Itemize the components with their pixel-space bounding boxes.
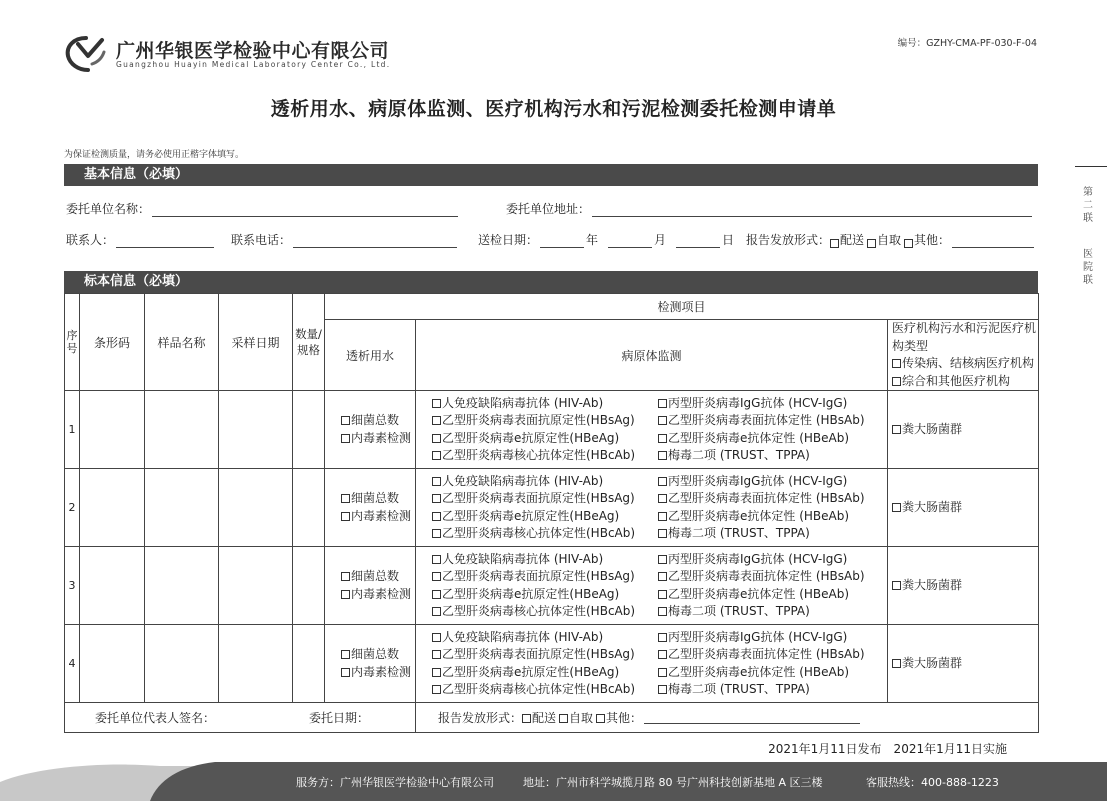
medical-type-opt2[interactable]: 综合和其他医疗机构	[892, 373, 1038, 391]
contact-line[interactable]	[116, 235, 214, 248]
row-barcode-cell[interactable]	[80, 625, 145, 703]
pathogen-option[interactable]	[432, 603, 658, 621]
pathogen-option[interactable]	[658, 551, 865, 569]
delivery-checkbox[interactable]	[830, 239, 839, 248]
dialysis-option[interactable]	[341, 412, 415, 430]
medical-type-title: 医疗机构污水和污泥医疗机构类型	[892, 321, 1037, 353]
report-method-cell[interactable]	[416, 703, 1039, 733]
row-seq: 3	[65, 547, 80, 625]
pathogen-option[interactable]	[432, 681, 658, 699]
sample-row	[65, 469, 1039, 547]
contact-label: 联系人：	[66, 233, 115, 247]
coliform-option[interactable]	[892, 421, 1038, 439]
header-seq: 序号	[65, 294, 80, 391]
pathogen-option-label: 丙型肝炎病毒IgG抗体 (HCV-IgG)	[668, 629, 848, 644]
send-day-line[interactable]	[676, 235, 720, 248]
pathogen-option-label: 乙型肝炎病毒e抗体定性 (HBeAb)	[668, 508, 850, 523]
pathogen-option-label: 乙型肝炎病毒核心抗体定性(HBcAb)	[442, 526, 636, 540]
dialysis-option[interactable]	[341, 430, 415, 448]
row-dialysis-cell	[325, 547, 416, 625]
pathogen-option-label: 丙型肝炎病毒IgG抗体 (HCV-IgG)	[668, 473, 848, 488]
row-sample-date-cell[interactable]	[219, 391, 293, 469]
entrust-date-label: 委托日期：	[309, 711, 370, 725]
other-checkbox[interactable]	[904, 239, 913, 248]
pathogen-option[interactable]	[658, 603, 865, 621]
row-pathogen-cell	[416, 469, 888, 547]
dialysis-option[interactable]	[341, 664, 415, 682]
pathogen-checkbox[interactable]	[432, 633, 441, 642]
row-pathogen-cell	[416, 625, 888, 703]
pathogen-checkbox[interactable]	[658, 555, 667, 564]
row-seq: 4	[65, 625, 80, 703]
pathogen-option-label: 人免疫缺陷病毒抗体 (HIV-Ab)	[442, 473, 604, 488]
pathogen-option-label: 乙型肝炎病毒表面抗体定性 (HBsAb)	[668, 647, 865, 661]
dialysis-option[interactable]	[341, 508, 415, 526]
dialysis-checkbox[interactable]	[341, 668, 350, 677]
pathogen-option-label: 梅毒二项 (TRUST、TPPA)	[668, 526, 810, 540]
pathogen-option-label: 乙型肝炎病毒e抗原定性(HBeAg)	[442, 586, 620, 601]
pathogen-checkbox[interactable]	[658, 668, 667, 677]
dialysis-option[interactable]	[341, 490, 415, 508]
pathogen-checkbox[interactable]	[658, 512, 667, 521]
pathogen-checkbox[interactable]	[432, 572, 441, 581]
other-checkbox-2[interactable]	[596, 714, 605, 723]
pathogen-option[interactable]	[432, 447, 658, 465]
row-qty-cell[interactable]	[293, 625, 325, 703]
pathogen-checkbox[interactable]	[658, 451, 667, 460]
pathogen-option-label: 丙型肝炎病毒IgG抗体 (HCV-IgG)	[668, 395, 848, 410]
row-barcode-cell[interactable]	[80, 391, 145, 469]
dialysis-option-label: 内毒素检测	[351, 430, 412, 445]
coliform-label: 粪大肠菌群	[902, 421, 963, 436]
row-seq: 2	[65, 469, 80, 547]
pathogen-checkbox[interactable]	[658, 494, 667, 503]
delivery-label: 配送	[840, 233, 865, 247]
pathogen-checkbox[interactable]	[432, 477, 441, 486]
pathogen-option[interactable]	[658, 646, 865, 664]
send-date-field[interactable]	[478, 231, 734, 248]
dialysis-option[interactable]	[341, 646, 415, 664]
signature-row	[65, 703, 1039, 733]
pathogen-checkbox[interactable]	[658, 572, 667, 581]
pathogen-option[interactable]	[658, 586, 865, 604]
sample-table	[64, 293, 1039, 733]
row-pathogen-cell	[416, 391, 888, 469]
day-label: 日	[722, 233, 735, 247]
dialysis-option[interactable]	[341, 568, 415, 586]
sample-row	[65, 547, 1039, 625]
coliform-option[interactable]	[892, 577, 1038, 595]
pathogen-option[interactable]	[432, 395, 658, 413]
pathogen-option-label: 乙型肝炎病毒表面抗原定性(HBsAg)	[442, 569, 635, 583]
pathogen-checkbox[interactable]	[658, 434, 667, 443]
pathogen-checkbox[interactable]	[432, 399, 441, 408]
pathogen-checkbox[interactable]	[658, 633, 667, 642]
row-sample-name-cell[interactable]	[145, 625, 219, 703]
pathogen-option[interactable]	[658, 508, 865, 526]
pathogen-option[interactable]	[658, 664, 865, 682]
pathogen-checkbox[interactable]	[658, 590, 667, 599]
pathogen-checkbox[interactable]	[432, 607, 441, 616]
pathogen-option[interactable]	[432, 586, 658, 604]
year-label: 年	[586, 233, 599, 247]
row-sample-date-cell[interactable]	[219, 469, 293, 547]
medical-type-opt1[interactable]: 传染病、结核病医疗机构	[892, 355, 1038, 373]
pathogen-option[interactable]	[658, 568, 865, 586]
general-checkbox[interactable]	[892, 377, 901, 386]
other-label-2: 其他：	[606, 711, 643, 725]
pathogen-option[interactable]	[658, 395, 865, 413]
pathogen-option-label: 人免疫缺陷病毒抗体 (HIV-Ab)	[442, 629, 604, 644]
pathogen-option[interactable]	[432, 629, 658, 647]
pathogen-option[interactable]	[432, 473, 658, 491]
pathogen-option-label: 乙型肝炎病毒表面抗体定性 (HBsAb)	[668, 569, 865, 583]
coliform-checkbox[interactable]	[892, 425, 901, 434]
row-medical-cell	[888, 469, 1039, 547]
coliform-checkbox[interactable]	[892, 503, 901, 512]
pathogen-option[interactable]	[432, 525, 658, 543]
row-dialysis-cell	[325, 391, 416, 469]
footer-service: 服务方：广州华银医学检验中心有限公司	[296, 776, 494, 789]
coliform-option[interactable]	[892, 655, 1038, 673]
month-label: 月	[654, 233, 667, 247]
company-name-en: Guangzhou Huayin Medical Laboratory Center Co., Ltd.	[116, 60, 391, 69]
header-sample-date: 采样日期	[219, 294, 293, 391]
pathogen-option-label: 乙型肝炎病毒核心抗体定性(HBcAb)	[442, 604, 636, 618]
pathogen-checkbox[interactable]	[432, 512, 441, 521]
row-barcode-cell[interactable]	[80, 547, 145, 625]
pathogen-option[interactable]	[432, 551, 658, 569]
pathogen-checkbox[interactable]	[432, 668, 441, 677]
pathogen-option-label: 乙型肝炎病毒e抗体定性 (HBeAb)	[668, 430, 850, 445]
send-year-line[interactable]	[540, 235, 584, 248]
pathogen-option[interactable]	[658, 490, 865, 508]
row-sample-date-cell[interactable]	[219, 625, 293, 703]
pathogen-option-label: 乙型肝炎病毒表面抗原定性(HBsAg)	[442, 413, 635, 427]
pathogen-checkbox[interactable]	[658, 650, 667, 659]
row-dialysis-cell	[325, 625, 416, 703]
sample-row	[65, 391, 1039, 469]
publish-dates: 2021年1月11日发布 2021年1月11日实施	[768, 742, 1007, 756]
pathogen-option[interactable]	[432, 664, 658, 682]
send-date-label: 送检日期：	[478, 233, 539, 247]
dialysis-option-label: 细菌总数	[351, 491, 400, 505]
header-pathogen: 病原体监测	[416, 320, 888, 391]
other-label: 其他：	[914, 233, 951, 247]
sample-row	[65, 625, 1039, 703]
pathogen-checkbox[interactable]	[658, 416, 667, 425]
pathogen-option-label: 乙型肝炎病毒e抗原定性(HBeAg)	[442, 430, 620, 445]
dialysis-option-label: 内毒素检测	[351, 586, 412, 601]
pathogen-option[interactable]	[432, 430, 658, 448]
row-qty-cell[interactable]	[293, 469, 325, 547]
pathogen-checkbox[interactable]	[432, 416, 441, 425]
pathogen-checkbox[interactable]	[432, 529, 441, 538]
phone-field[interactable]	[231, 231, 459, 248]
pathogen-option-label: 梅毒二项 (TRUST、TPPA)	[668, 604, 810, 618]
pickup-label-2: 自取	[569, 711, 594, 725]
pathogen-option-label: 乙型肝炎病毒e抗体定性 (HBeAb)	[668, 664, 850, 679]
pathogen-option-label: 乙型肝炎病毒表面抗体定性 (HBsAb)	[668, 413, 865, 427]
delivery-label-2: 配送	[532, 711, 557, 725]
pathogen-option[interactable]	[658, 412, 865, 430]
pathogen-option-label: 乙型肝炎病毒表面抗体定性 (HBsAb)	[668, 491, 865, 505]
form-title: 透析用水、病原体监测、医疗机构污水和污泥检测委托检测申请单	[270, 98, 837, 120]
pickup-checkbox-2[interactable]	[559, 714, 568, 723]
delivery-checkbox-2[interactable]	[522, 714, 531, 723]
pathogen-option[interactable]	[658, 629, 865, 647]
dialysis-option-label: 细菌总数	[351, 413, 400, 427]
sample-info-section-header: 标本信息（必填）	[64, 271, 1038, 293]
dialysis-option[interactable]	[341, 586, 415, 604]
header-medical-type	[888, 320, 1039, 391]
phone-label: 联系电话：	[231, 233, 292, 247]
dialysis-option-label: 细菌总数	[351, 647, 400, 661]
side-copy-label: 第二联	[1083, 187, 1093, 224]
dialysis-checkbox[interactable]	[341, 416, 350, 425]
pathogen-option[interactable]	[432, 568, 658, 586]
pathogen-option-label: 人免疫缺陷病毒抗体 (HIV-Ab)	[442, 551, 604, 566]
other-line[interactable]	[952, 235, 1034, 248]
header-barcode: 条形码	[80, 294, 145, 391]
pathogen-option[interactable]	[658, 447, 865, 465]
client-address-field[interactable]	[506, 200, 1034, 217]
pathogen-checkbox[interactable]	[658, 399, 667, 408]
dialysis-option-label: 细菌总数	[351, 569, 400, 583]
pathogen-option[interactable]	[658, 525, 865, 543]
pathogen-option[interactable]	[658, 681, 865, 699]
pathogen-checkbox[interactable]	[658, 607, 667, 616]
signature-cell[interactable]	[65, 703, 416, 733]
row-medical-cell	[888, 391, 1039, 469]
report-method-field[interactable]	[746, 231, 1036, 248]
pathogen-option-label: 丙型肝炎病毒IgG抗体 (HCV-IgG)	[668, 551, 848, 566]
pathogen-option-label: 乙型肝炎病毒核心抗体定性(HBcAb)	[442, 448, 636, 462]
pathogen-option[interactable]	[432, 412, 658, 430]
pathogen-checkbox[interactable]	[432, 685, 441, 694]
header-dialysis: 透析用水	[325, 320, 416, 391]
pathogen-option[interactable]	[432, 490, 658, 508]
pathogen-checkbox[interactable]	[658, 477, 667, 486]
pickup-label: 自取	[877, 233, 902, 247]
pathogen-checkbox[interactable]	[658, 685, 667, 694]
row-seq: 1	[65, 391, 80, 469]
footer-address: 地址：广州市科学城揽月路 80 号广州科技创新基地 A 区三楼	[523, 776, 823, 789]
basic-info-section-header: 基本信息（必填）	[64, 164, 1038, 186]
header-qty: 数量/规格	[293, 294, 325, 391]
side-divider	[1075, 166, 1107, 167]
coliform-label: 粪大肠菌群	[902, 499, 963, 514]
client-address-label: 委托单位地址：	[506, 202, 591, 216]
dialysis-checkbox[interactable]	[341, 572, 350, 581]
pathogen-checkbox[interactable]	[658, 529, 667, 538]
phone-line[interactable]	[293, 235, 457, 248]
row-medical-cell	[888, 547, 1039, 625]
row-qty-cell[interactable]	[293, 391, 325, 469]
pathogen-option[interactable]	[658, 473, 865, 491]
dialysis-checkbox[interactable]	[341, 434, 350, 443]
pathogen-option-label: 乙型肝炎病毒核心抗体定性(HBcAb)	[442, 682, 636, 696]
pathogen-option[interactable]	[432, 508, 658, 526]
other-line-2[interactable]	[644, 711, 860, 724]
company-name-cn: 广州华银医学检验中心有限公司	[116, 40, 390, 62]
infectious-checkbox[interactable]	[892, 359, 901, 368]
row-medical-cell	[888, 625, 1039, 703]
pathogen-option-label: 乙型肝炎病毒表面抗原定性(HBsAg)	[442, 647, 635, 661]
pathogen-option-label: 梅毒二项 (TRUST、TPPA)	[668, 682, 810, 696]
signature-label: 委托单位代表人签名：	[95, 711, 216, 725]
dialysis-checkbox[interactable]	[341, 494, 350, 503]
coliform-label: 粪大肠菌群	[902, 655, 963, 670]
coliform-option[interactable]	[892, 499, 1038, 517]
pathogen-option[interactable]	[658, 430, 865, 448]
client-address-line[interactable]	[592, 204, 1032, 217]
company-logo-icon	[64, 34, 108, 74]
pathogen-option-label: 乙型肝炎病毒e抗体定性 (HBeAb)	[668, 586, 850, 601]
pathogen-option-label: 乙型肝炎病毒e抗原定性(HBeAg)	[442, 508, 620, 523]
fill-notice: 为保证检测质量，请务必使用正楷字体填写。	[64, 150, 245, 160]
row-sample-date-cell[interactable]	[219, 547, 293, 625]
row-qty-cell[interactable]	[293, 547, 325, 625]
pathogen-checkbox[interactable]	[432, 555, 441, 564]
pickup-checkbox[interactable]	[867, 239, 876, 248]
pathogen-option-label: 乙型肝炎病毒e抗原定性(HBeAg)	[442, 664, 620, 679]
pathogen-checkbox[interactable]	[432, 590, 441, 599]
row-sample-name-cell[interactable]	[145, 391, 219, 469]
pathogen-checkbox[interactable]	[432, 650, 441, 659]
pathogen-option-label: 人免疫缺陷病毒抗体 (HIV-Ab)	[442, 395, 604, 410]
header-sample-name: 样品名称	[145, 294, 219, 391]
row-sample-name-cell[interactable]	[145, 547, 219, 625]
pathogen-checkbox[interactable]	[432, 451, 441, 460]
footer-hotline: 客服热线：400-888-1223	[866, 776, 999, 789]
row-barcode-cell[interactable]	[80, 469, 145, 547]
header-test-items: 检测项目	[325, 294, 1039, 320]
client-name-line[interactable]	[152, 204, 458, 217]
dialysis-checkbox[interactable]	[341, 590, 350, 599]
coliform-checkbox[interactable]	[892, 659, 901, 668]
pathogen-checkbox[interactable]	[432, 494, 441, 503]
row-pathogen-cell	[416, 547, 888, 625]
dialysis-option-label: 内毒素检测	[351, 664, 412, 679]
report-method-label-2: 报告发放形式：	[438, 711, 523, 725]
pathogen-option[interactable]	[432, 646, 658, 664]
dialysis-checkbox[interactable]	[341, 512, 350, 521]
pathogen-checkbox[interactable]	[432, 434, 441, 443]
row-sample-name-cell[interactable]	[145, 469, 219, 547]
contact-field[interactable]	[66, 231, 216, 248]
report-method-label: 报告发放形式：	[746, 233, 831, 247]
send-month-line[interactable]	[608, 235, 652, 248]
row-dialysis-cell	[325, 469, 416, 547]
pathogen-option-label: 梅毒二项 (TRUST、TPPA)	[668, 448, 810, 462]
dialysis-option-label: 内毒素检测	[351, 508, 412, 523]
coliform-label: 粪大肠菌群	[902, 577, 963, 592]
side-holder-label: 医院联	[1083, 249, 1093, 286]
company-logo	[64, 34, 414, 76]
dialysis-checkbox[interactable]	[341, 650, 350, 659]
client-name-label: 委托单位名称：	[66, 202, 151, 216]
pathogen-option-label: 乙型肝炎病毒表面抗原定性(HBsAg)	[442, 491, 635, 505]
document-number: 编号：GZHY-CMA-PF-030-F-04	[897, 38, 1037, 49]
coliform-checkbox[interactable]	[892, 581, 901, 590]
client-name-field[interactable]	[66, 200, 460, 217]
